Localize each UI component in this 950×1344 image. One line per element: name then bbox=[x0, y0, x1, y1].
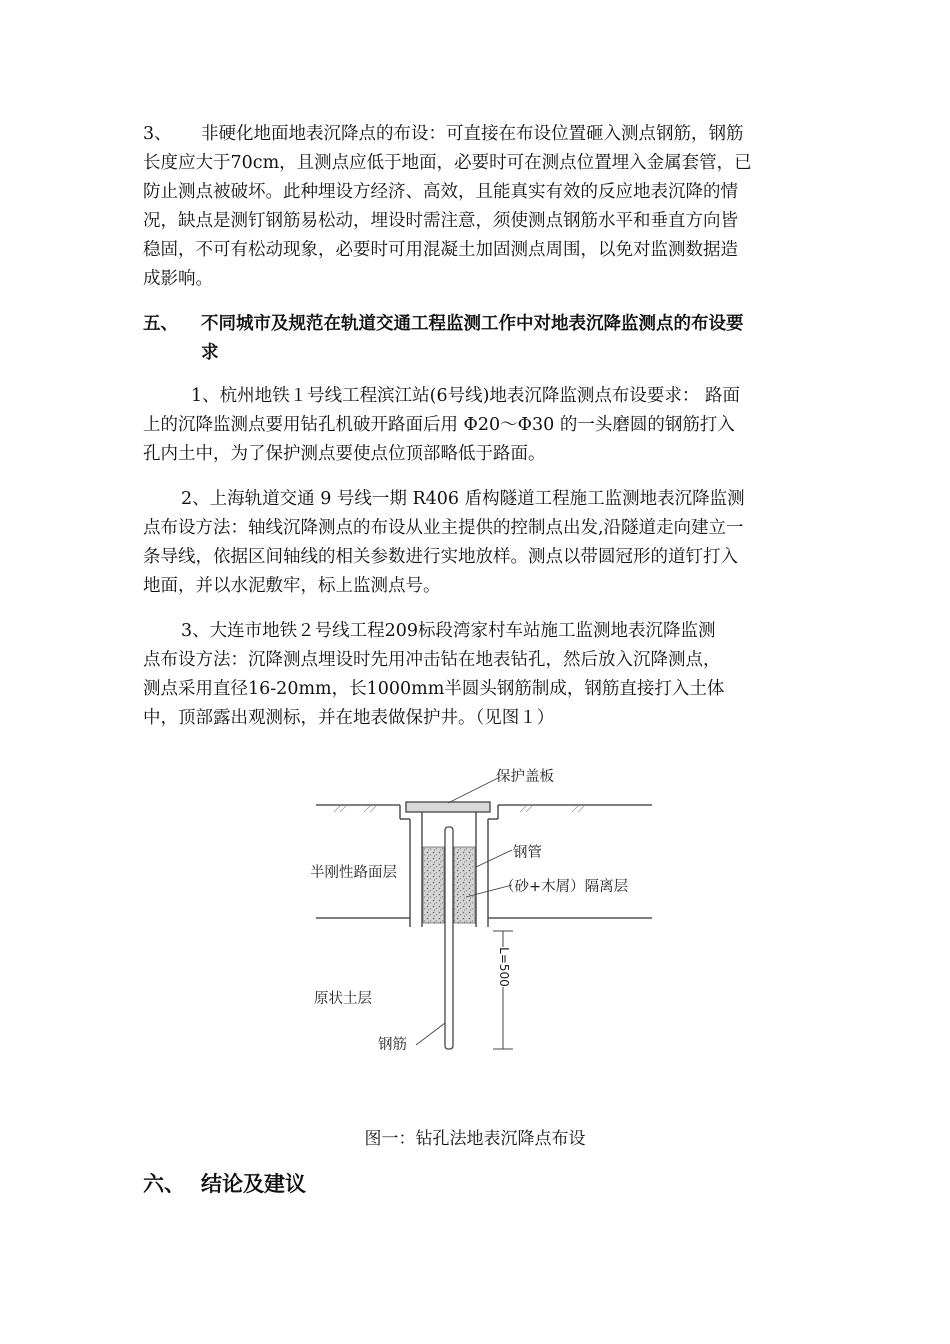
section-6-heading bbox=[143, 1170, 813, 1199]
paragraph-shanghai bbox=[143, 485, 803, 601]
settlement-point-figure bbox=[300, 755, 680, 1095]
text-line: 成影响。 bbox=[143, 269, 213, 289]
leader-cover bbox=[448, 777, 500, 803]
label-isolation-layer: （砂+木屑）隔离层 bbox=[500, 879, 629, 895]
item-number: 3、 bbox=[143, 124, 172, 144]
label-dimension: L=500 bbox=[496, 947, 511, 987]
text-line: 点布设方法：沉降测点埋设时先用冲击钻在地表钻孔，然后放入沉降测点， bbox=[143, 650, 721, 670]
text-line: 测点采用直径16-20mm，长1000mm半圆头钢筋制成，钢筋直接打入土体 bbox=[143, 679, 725, 699]
paragraph-hangzhou bbox=[143, 382, 803, 469]
text-line: 上的沉降监测点要用钻孔机破开路面后用 Φ20～Φ30 的一头磨圆的钢筋打入 bbox=[143, 415, 735, 435]
text-line: 1、杭州地铁１号线工程滨江站(6号线)地表沉降监测点布设要求： 路面 bbox=[191, 386, 740, 406]
figure-caption: 图一：钻孔法地表沉降点布设 bbox=[364, 1129, 586, 1149]
heading-text: 求 bbox=[201, 343, 219, 363]
leader-rebar bbox=[416, 1023, 445, 1045]
heading-text: 不同城市及规范在轨道交通工程监测工作中对地表沉降监测点的布设要 bbox=[201, 314, 744, 334]
section-number: 六、 bbox=[143, 1172, 185, 1196]
isolation-layer-right bbox=[454, 847, 475, 923]
text-line: 3、大连市地铁２号线工程209标段湾家村车站施工监测地表沉降监测 bbox=[181, 621, 716, 641]
section-number: 五、 bbox=[143, 314, 178, 334]
text-line: 况，缺点是测钉钢筋易松动，埋设时需注意，须使测点钢筋水平和垂直方向皆 bbox=[143, 211, 738, 231]
text-line: 中，顶部露出观测标，并在地表做保护井。（见图１） bbox=[143, 708, 555, 728]
text-line: 孔内土中，为了保护测点要使点位顶部略低于路面。 bbox=[143, 444, 546, 464]
text-line: 地面，并以水泥敷牢，标上监测点号。 bbox=[143, 576, 441, 596]
paragraph-dalian bbox=[143, 617, 803, 733]
text-line: 2、上海轨道交通 9 号线一期 R406 盾构隧道工程施工监测地表沉降监测 bbox=[181, 489, 745, 509]
label-rebar: 钢筋 bbox=[378, 1037, 407, 1053]
section-5-heading bbox=[143, 310, 813, 368]
text-line: 点布设方法：轴线沉降测点的布设从业主提供的控制点出发,沿隧道走向建立一 bbox=[143, 518, 744, 538]
rebar-rod bbox=[445, 827, 453, 1049]
text-line: 防止测点被破坏。此种埋设方经济、高效，且能真实有效的反应地表沉降的情 bbox=[143, 182, 738, 202]
paragraph-item-3 bbox=[143, 120, 803, 294]
label-steel-pipe: 钢管 bbox=[513, 845, 542, 861]
label-original-soil: 原状土层 bbox=[314, 991, 372, 1007]
heading-text: 结论及建议 bbox=[201, 1172, 306, 1196]
leader-pipe bbox=[476, 850, 512, 867]
figure-diagram bbox=[300, 755, 680, 1095]
isolation-layer-left bbox=[423, 847, 444, 923]
protective-cover-plate bbox=[406, 802, 490, 812]
label-protective-cover: 保护盖板 bbox=[496, 769, 554, 785]
text-line: 长度应大于70cm，且测点应低于地面，必要时可在测点位置埋入金属套管，已 bbox=[143, 153, 752, 173]
text-line: 稳固，不可有松动现象，必要时可用混凝土加固测点周围，以免对监测数据造 bbox=[143, 240, 738, 260]
label-semi-rigid-road: 半刚性路面层 bbox=[310, 865, 397, 881]
text-line: 非硬化地面地表沉降点的布设：可直接在布设位置砸入测点钢筋，钢筋 bbox=[201, 124, 744, 144]
text-line: 条导线，依据区间轴线的相关参数进行实地放样。测点以带圆冠形的道钉打入 bbox=[143, 547, 738, 567]
